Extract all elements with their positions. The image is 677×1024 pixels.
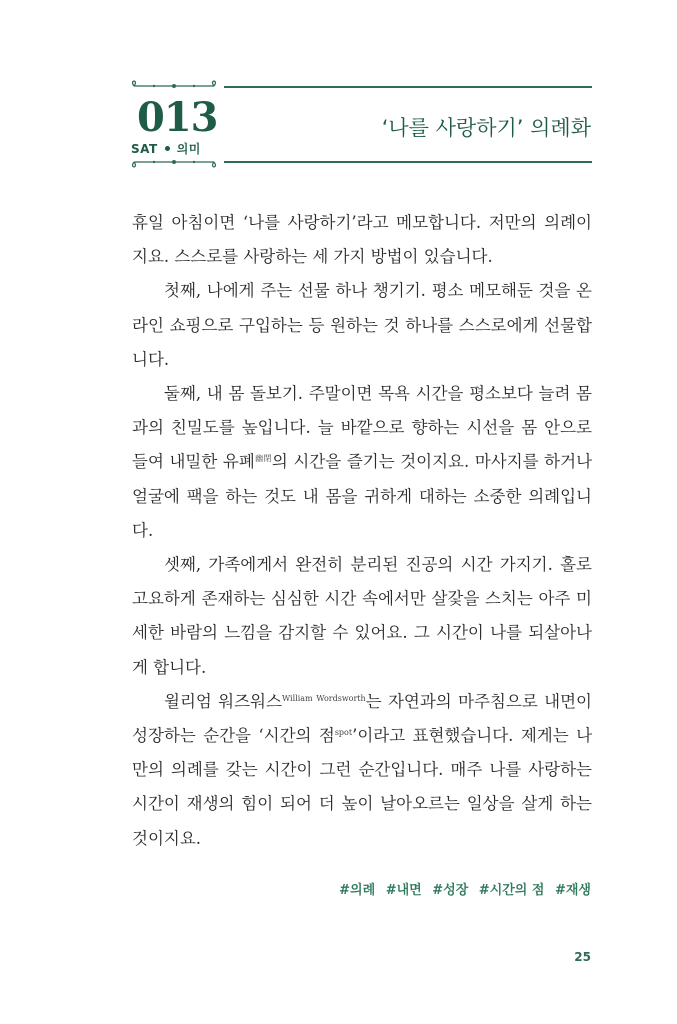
header-rule-top	[224, 86, 592, 88]
paragraph-5	[132, 685, 592, 856]
ornament-bottom	[130, 156, 218, 168]
hashtag: #성장	[432, 883, 469, 898]
header-rule-bottom	[224, 161, 592, 163]
paragraph-5-part-b: 는 자연과의 마주침으로 내면이 성장하는 순간을 ‘시간의 점	[132, 691, 592, 746]
annotation-name: William Wordsworth	[281, 693, 366, 703]
paragraph-5-part-c: ’이라고 표현했습니다. 제게는 나만의 의례를 갖는 시간이 그런 순간입니다. 매주 나를 사랑하는 시간이 재생의 힘이 되어 더 높이 날아오르는 일상을 살게 하는 것이지요.	[132, 726, 593, 848]
paragraph-3-part-a: 둘째, 내 몸 돌보기. 주말이면 목욕 시간을 평소보다 늘려 몸과의 친밀도를 높입니다. 늘 바깥으로 향하는 시선을 몸 안으로 들여 내밀한 유폐	[132, 384, 592, 472]
hashtag: #의례	[339, 883, 376, 898]
paragraph-1: 휴일 아침이면 ‘나를 사랑하기’라고 메모합니다. 저만의 의례이지요. 스스로를 사랑하는 세 가지 방법이 있습니다.	[132, 213, 592, 267]
page-number: 25	[574, 950, 591, 964]
entry-meta	[131, 140, 201, 157]
separator-dot-icon	[165, 146, 170, 151]
entry-category: 의미	[176, 142, 201, 156]
ornament-top	[130, 80, 218, 92]
paragraph-3	[132, 377, 592, 548]
entry-number: 013	[137, 94, 218, 141]
annotation-spot: spot	[334, 728, 353, 738]
page-title: ‘나를 사랑하기’ 의례화	[381, 116, 591, 140]
hashtag-list	[333, 879, 591, 898]
body-text	[132, 206, 592, 856]
paragraph-4: 셋째, 가족에게서 완전히 분리된 진공의 시간 가지기. 홀로 고요하게 존재하는 심심한 시간 속에서만 살갗을 스치는 아주 미세한 바람의 느낌을 감지할 수 있어요. 그 시간이 나를 되살아나게 합니다.	[132, 555, 592, 677]
paragraph-2: 첫째, 나에게 주는 선물 하나 챙기기. 평소 메모해둔 것을 온라인 쇼핑으로 구입하는 등 원하는 것 하나를 스스로에게 선물합니다.	[132, 281, 592, 369]
hashtag: #시간의 점	[478, 883, 545, 898]
annotation-hanja: 幽閉	[254, 454, 272, 464]
paragraph-5-part-a: 윌리엄 워즈워스	[164, 691, 282, 711]
entry-day: SAT	[131, 142, 158, 156]
hashtag: #재생	[554, 883, 591, 898]
hashtag: #내면	[385, 883, 422, 898]
paragraph-3-part-b: 의 시간을 즐기는 것이지요. 마사지를 하거나 얼굴에 팩을 하는 것도 내 몸을 귀하게 대하는 소중한 의례입니다.	[132, 452, 593, 540]
